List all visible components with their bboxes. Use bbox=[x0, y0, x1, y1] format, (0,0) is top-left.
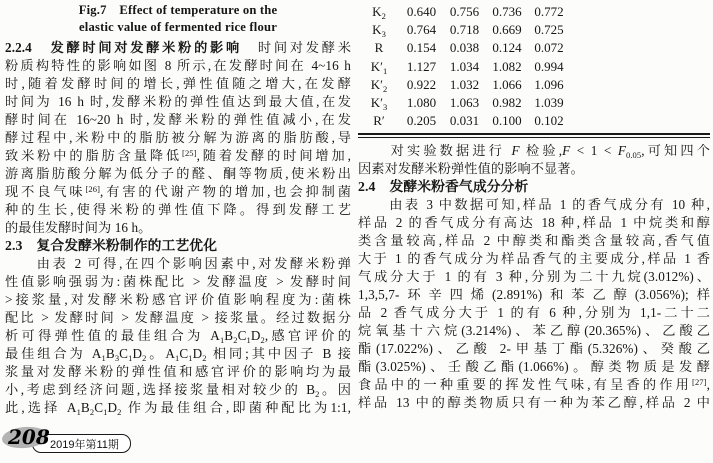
table-cell: 1.127 bbox=[406, 58, 437, 74]
text-segment: 游离脂肪酸分解为低分子的醛、酮等物质,使米粉出 bbox=[5, 166, 351, 181]
text-segment: 时间对发酵米 bbox=[241, 40, 351, 55]
table-cell: 0.072 bbox=[534, 40, 564, 56]
text-segment: 浆量对发酵米粉的弹性值和感官评价的影响均为最 bbox=[5, 364, 351, 379]
table-cell: 0.100 bbox=[492, 113, 522, 129]
text-line bbox=[358, 322, 710, 340]
table-cell: 0.736 bbox=[492, 4, 522, 20]
text-segment: 酯(3.025%)、壬酸乙酯(1.066%)。醇类物质是发酵 bbox=[358, 359, 710, 375]
text-line bbox=[5, 273, 351, 291]
table-cell: 0.205 bbox=[406, 113, 437, 129]
text-segment: 烷氧基十六烷(3.214%)、苯乙醇(20.365%)、乙酸乙 bbox=[358, 323, 710, 339]
right-column-text bbox=[358, 142, 710, 412]
text-line bbox=[5, 183, 351, 201]
text-line bbox=[358, 376, 710, 394]
figure-caption-line bbox=[5, 19, 351, 36]
text-segment: 析可得弹性值的最佳组合为 $A_1B_2C_1D_2$,感官评价的 bbox=[5, 328, 351, 345]
text-segment: 由表 2 可得,在四个影响因素中,对发酵米粉弹 bbox=[5, 256, 351, 271]
text-line bbox=[5, 147, 351, 165]
text-segment: 食品中的一种重要的挥发性气味,有呈香的作用[27], bbox=[358, 377, 710, 393]
table-row-label: $K_3$ bbox=[372, 22, 386, 40]
text-line bbox=[358, 250, 710, 268]
text-line bbox=[5, 345, 351, 363]
text-line bbox=[5, 57, 351, 75]
table-cell: 0.669 bbox=[492, 22, 522, 38]
text-segment: 现不良气味[26],有害的代谢产物的增加,也会抑制菌 bbox=[5, 184, 352, 199]
table-row-label: $K'_2$ bbox=[370, 76, 388, 94]
text-line bbox=[5, 363, 351, 381]
text-segment: 1,3,5,7-环辛四烯(2.891%)和苯乙醇(3.056%);样 bbox=[358, 287, 710, 303]
text-line bbox=[358, 232, 710, 250]
page-number: 208 bbox=[8, 425, 50, 449]
table-cell: 0.756 bbox=[449, 4, 480, 20]
table-cell: 0.124 bbox=[492, 40, 522, 56]
text-segment: 酵时间在 16~20 h 时,发酵米粉的弹性值减小,在发 bbox=[5, 112, 351, 127]
section-heading bbox=[5, 237, 351, 255]
issue-label: 2019年第11期 bbox=[50, 438, 119, 451]
text-line bbox=[5, 93, 351, 111]
table-cell: 0.038 bbox=[449, 40, 480, 56]
figure-caption-line bbox=[5, 2, 351, 19]
table-cell: 1.034 bbox=[449, 58, 480, 74]
text-segment: 样品 2 的香气成分有高达 18 种,样品 1 中烷类和醇 bbox=[358, 215, 710, 231]
text-segment: 样品 13 中的醇类物质只有一种为苯乙醇,样品 2 中 bbox=[358, 395, 710, 411]
text-line bbox=[358, 394, 710, 412]
left-column-text bbox=[5, 2, 351, 417]
text-segment: 粉质构特性的影响如图 8 所示,在发酵时间在 4~16 h bbox=[5, 58, 351, 73]
text-segment: 此,选择 $A_1B_2C_1D_2$ 作为最佳组合,即菌种配比为1:1, bbox=[5, 400, 351, 417]
table-row-label: R′ bbox=[373, 113, 385, 129]
text-line bbox=[358, 340, 710, 358]
text-line bbox=[5, 255, 351, 273]
text-segment: 种的生长,使得米粉的弹性值下降。得到发酵工艺 bbox=[5, 202, 351, 217]
table-cell: 0.718 bbox=[449, 22, 480, 38]
text-segment: 时,随着发酵时间的增长,弹性值随之增大,在发酵 bbox=[5, 76, 351, 91]
text-line bbox=[358, 160, 710, 178]
table-cell: 0.031 bbox=[449, 113, 480, 129]
text-line bbox=[358, 214, 710, 232]
table-cell: 0.922 bbox=[406, 76, 437, 92]
table-row-label: R bbox=[374, 40, 384, 56]
text-segment: 对实验数据进行 F 检验$,F < 1 < F_{0.05}$,可知四个 bbox=[358, 143, 710, 161]
text-segment: >接浆量,对发酵米粉感官评价值影响程度为:菌株 bbox=[5, 292, 351, 307]
right-column bbox=[358, 2, 710, 412]
table-cell: 0.982 bbox=[492, 95, 522, 111]
text-segment: 最佳组合为 $A_1B_3C_1D_2$。$A_1C_1D_2$ 相同;其中因子 B 接 bbox=[5, 346, 351, 363]
table-row-label: $K_2$ bbox=[372, 4, 386, 22]
table-cell: 0.772 bbox=[534, 4, 564, 20]
orthogonal-analysis-table bbox=[358, 2, 710, 130]
table-cell: 0.102 bbox=[534, 113, 564, 129]
table-cell: 1.032 bbox=[449, 76, 480, 92]
text-segment: 性值影响强弱为:菌株配比 > 发酵温度 > 发酵时间 bbox=[5, 274, 351, 289]
text-segment: Fig.7 Effect of temperature on the bbox=[78, 3, 278, 17]
text-line bbox=[358, 196, 710, 214]
text-line bbox=[5, 327, 351, 345]
table-bottom-rule bbox=[358, 133, 710, 138]
text-line bbox=[5, 201, 351, 219]
left-column bbox=[5, 2, 351, 417]
text-segment: 因素对发酵米粉弹性值的影响不显著。 bbox=[358, 161, 584, 177]
text-line bbox=[358, 304, 710, 322]
text-segment: 品 2 香气成分大于 1 的有 6 种,分别为 1,1-二十二 bbox=[358, 305, 710, 321]
text-segment: 2.3 复合发酵米粉制作的工艺优化 bbox=[5, 238, 218, 253]
section-heading bbox=[358, 178, 710, 196]
table-cell: 0.994 bbox=[534, 58, 564, 74]
text-line bbox=[5, 291, 351, 309]
text-segment: 酵过程中,米粉中的脂肪被分解为游离的脂肪酸,导 bbox=[5, 130, 351, 145]
text-line bbox=[5, 309, 351, 327]
text-segment: 2.2.4 发酵时间对发酵米粉的影响 bbox=[5, 40, 242, 55]
table-cell: 1.039 bbox=[534, 95, 564, 111]
table-cell: 1.096 bbox=[534, 76, 564, 92]
text-line bbox=[5, 381, 351, 399]
table-cell: 1.066 bbox=[492, 76, 522, 92]
table-cell: 0.154 bbox=[406, 40, 437, 56]
table-row-label: $K'_3$ bbox=[370, 95, 388, 113]
table-cell: 0.640 bbox=[406, 4, 437, 20]
text-line bbox=[358, 358, 710, 376]
text-segment: 类含量较高,样品 2 中醇类和酯类含量较高,香气值 bbox=[358, 233, 710, 249]
text-line bbox=[358, 286, 710, 304]
table-cell: 0.764 bbox=[406, 22, 437, 38]
table-cell: 1.082 bbox=[492, 58, 522, 74]
text-segment: 由表 3 中数据可知,样品 1 的香气成分有 10 种, bbox=[358, 197, 710, 213]
text-line bbox=[5, 219, 351, 237]
page-footer bbox=[2, 423, 222, 457]
text-segment: 致米粉中的脂肪含量降低[25],随着发酵的时间增加, bbox=[5, 148, 351, 163]
table-row-label: $K'_1$ bbox=[370, 58, 388, 76]
table-cell: 1.080 bbox=[406, 95, 437, 111]
text-segment: 2.4 发酵米粉香气成分分析 bbox=[358, 179, 529, 195]
text-line bbox=[358, 268, 710, 286]
text-segment: 配比 > 发酵时间 > 发酵温度 > 接浆量。经过数据分 bbox=[5, 310, 351, 325]
text-segment: 小,考虑到经济问题,选择接浆量相对较少的 $B_2$。因 bbox=[5, 382, 351, 399]
text-segment: 气成分大于 1 的有 3 种,分别为二十九烷(3.012%)、 bbox=[358, 269, 710, 285]
text-segment: 时间为 16 h 时,发酵米粉的弹性值达到最大值,在发 bbox=[5, 94, 351, 109]
text-segment: 的最佳发酵时间为 16 h。 bbox=[5, 220, 152, 235]
table-cell: 0.725 bbox=[534, 22, 564, 38]
text-line bbox=[5, 75, 351, 93]
text-line bbox=[5, 129, 351, 147]
table-cell: 1.063 bbox=[449, 95, 480, 111]
text-line bbox=[5, 111, 351, 129]
text-segment: elastic value of fermented rice flour bbox=[79, 20, 277, 34]
text-line bbox=[5, 165, 351, 183]
text-line bbox=[358, 142, 710, 160]
subsection-heading-line bbox=[5, 39, 351, 57]
text-segment: 酯(17.022%)、乙酸 2-甲基丁酯(5.326%)、癸酸乙 bbox=[358, 341, 710, 357]
text-segment: 大于 1 的香气成分为样品香气的主要成分,样品 1 香 bbox=[358, 251, 710, 267]
text-line bbox=[5, 399, 351, 417]
